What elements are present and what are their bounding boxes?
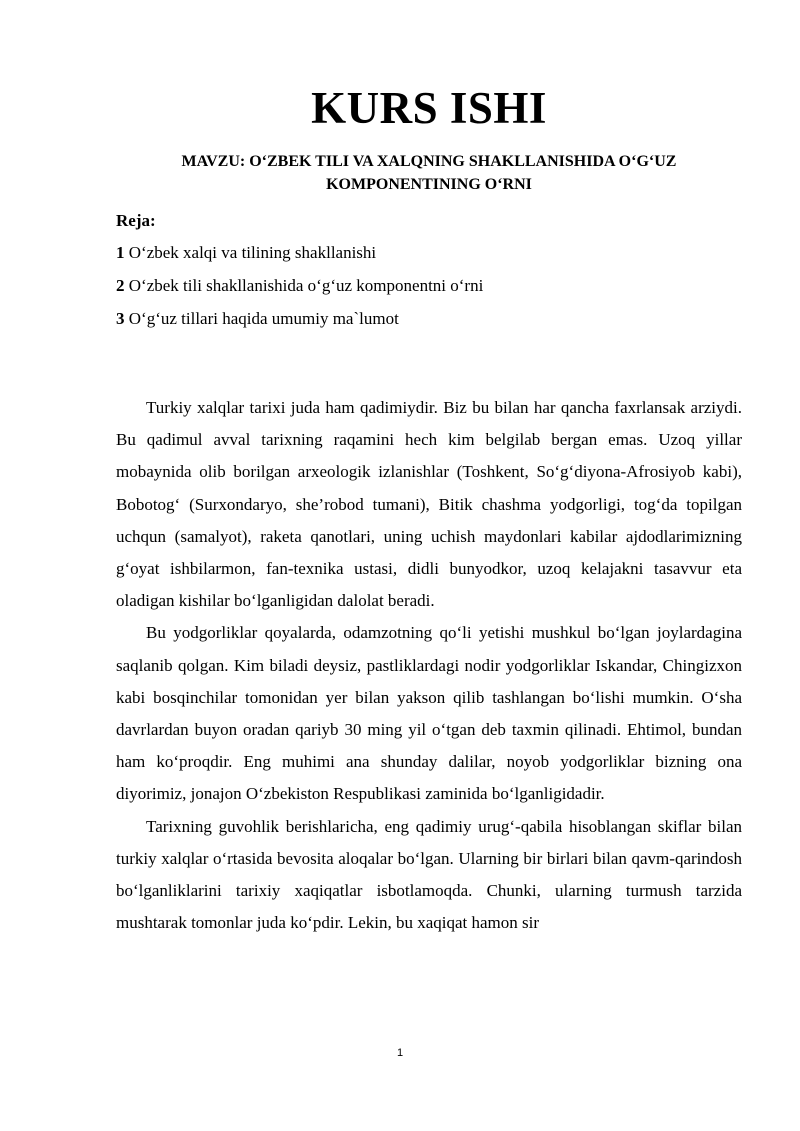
plan-item xyxy=(116,275,742,297)
page-number: 1 xyxy=(396,1047,404,1059)
plan-item xyxy=(116,308,742,330)
plan-list xyxy=(116,242,742,330)
plan-item-text: O‘g‘uz tillari haqida umumiy ma`lumot xyxy=(124,309,399,328)
plan-item-number: 3 xyxy=(116,309,125,328)
document-title: KURS ISHI xyxy=(311,83,547,133)
plan-item-text: O‘zbek tili shakllanishida o‘g‘uz komponentni o‘rni xyxy=(124,276,484,295)
plan-heading: Reja: xyxy=(116,211,156,230)
paragraph: Turkiy xalqlar tarixi juda ham qadimiydir. Biz bu bilan har qancha faxrlansak arziydi. Bu qadimul avval tarixning raqamini hech kim belgilab bergan emas. Uzoq yillar mobaynida olib borilgan arxeologik izlanishlar (Toshkent, So‘g‘diyona-Afrosiyob kabi), Bobotog‘ (Surxondaryo, she’robod tumani), Bitik chashma yodgorligi, tog‘da topilgan uchqun (samalyot), raketa qanotlari, uning uchish maydonlari kabilar ajdodlarimizning g‘oyat ishbilarmon, fan-texnika ustasi, didli bunyodkor, uzoq kelajakni tasavvur eta oladigan kishilar bo‘lganligidan dalolat beradi. xyxy=(116,398,742,611)
paragraph: Bu yodgorliklar qoyalarda, odamzotning qo‘li yetishi mushkul bo‘lgan joylardagina saqlanib qolgan. Kim biladi deysiz, pastliklardagi nodir yodgorliklar Iskandar, Chingizxon kabi bosqinchilar tomonidan yer bilan yakson qilib tashlangan bo‘lishi mumkin. O‘sha davrlardan buyon oradan qariyb 30 ming yil o‘tgan deb taxmin qilinadi. Ehtimol, bundan ham ko‘proqdir. Eng muhimi ana shunday dalilar, noyob yodgorliklar bizning ona diyorimiz, jonajon O‘zbekiston Respublikasi zaminida bo‘lganligidadir. xyxy=(116,623,742,804)
plan-item-text: O‘zbek xalqi va tilining shakllanishi xyxy=(124,243,377,262)
subtitle-line-2: KOMPONENTINING O‘RNI xyxy=(326,176,532,193)
paragraph: Tarixning guvohlik berishlaricha, eng qadimiy urug‘-qabila hisoblangan skiflar bilan turkiy xalqlar o‘rtasida bevosita aloqalar bo‘lgan. Ularning bir birlari bilan qavm-qarindosh bo‘lganliklarini tarixiy xaqiqatlar isbotlamoqda. Chunki, ularning turmush tarzida mushtarak tomonlar juda ko‘pdir. Lekin, bu xaqiqat hamon sir xyxy=(116,816,742,933)
document-subtitle xyxy=(116,150,742,196)
plan-item xyxy=(116,242,742,264)
plan-item-number: 1 xyxy=(116,243,125,262)
subtitle-line-1: MAVZU: O‘ZBEK TILI VA XALQNING SHAKLLANISHIDA O‘G‘UZ xyxy=(181,153,677,170)
plan-item-number: 2 xyxy=(116,276,125,295)
body-text xyxy=(116,392,742,939)
